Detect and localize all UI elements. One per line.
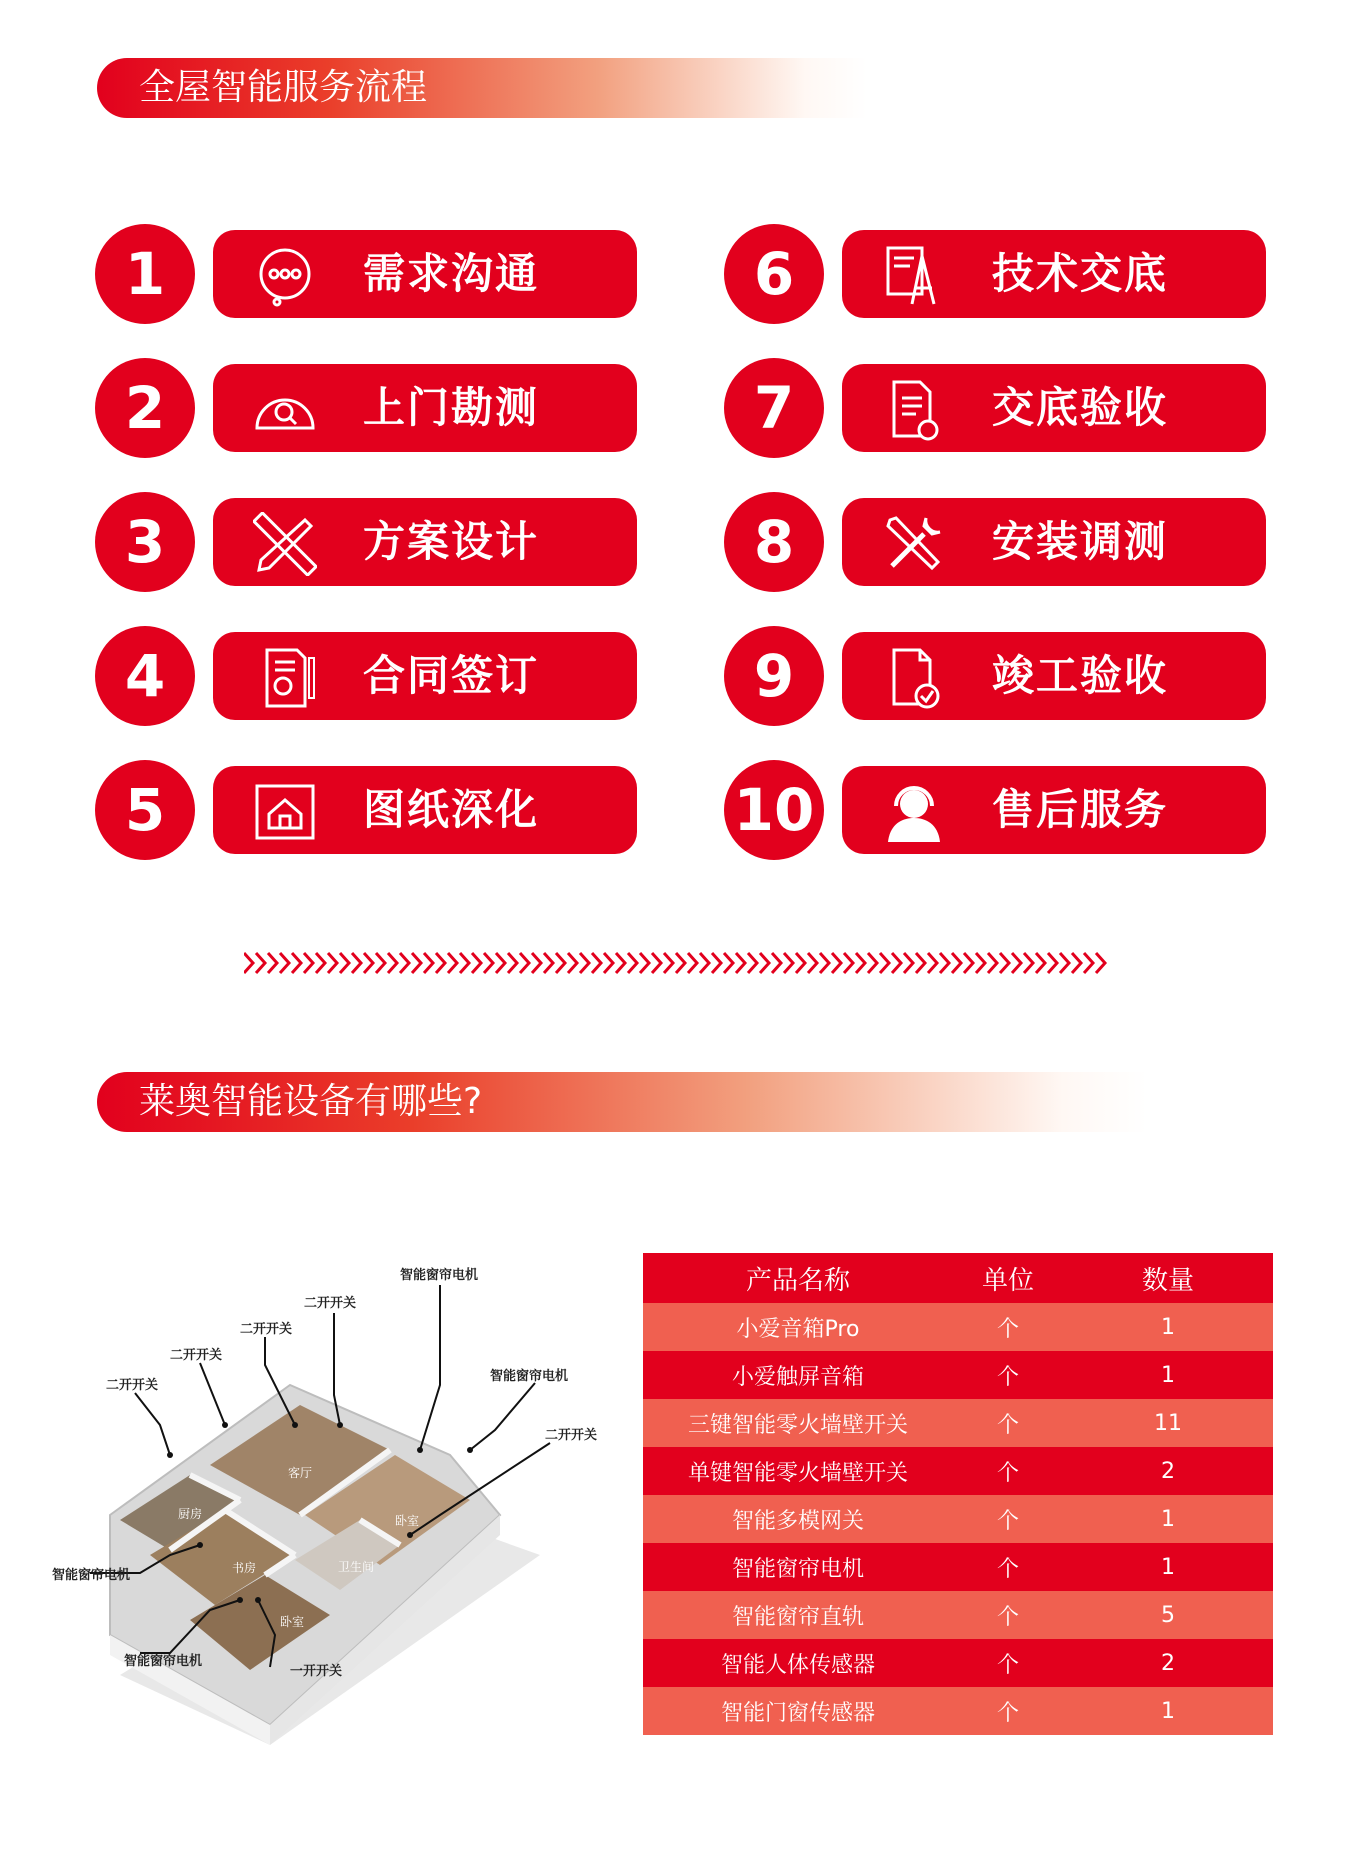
chevron-mark xyxy=(340,953,349,973)
chevron-mark xyxy=(352,953,361,973)
chevron-mark xyxy=(1036,953,1045,973)
chevron-mark xyxy=(520,953,529,973)
chevron-mark xyxy=(424,953,433,973)
step-number: 3 xyxy=(95,492,195,592)
step-pill xyxy=(213,766,637,854)
chevron-mark xyxy=(928,953,937,973)
chevron-mark xyxy=(640,953,649,973)
step-number: 5 xyxy=(95,760,195,860)
product-table xyxy=(643,1253,1273,1735)
step-10 xyxy=(724,760,1364,860)
cell-unit: 个 xyxy=(953,1399,1063,1447)
step-number: 2 xyxy=(95,358,195,458)
cell-product: 智能多模网关 xyxy=(643,1495,953,1543)
step-number: 4 xyxy=(95,626,195,726)
step-number: 7 xyxy=(724,358,824,458)
cell-qty: 1 xyxy=(1063,1687,1273,1735)
table-row xyxy=(643,1687,1273,1735)
chevron-mark xyxy=(820,953,829,973)
step-pill xyxy=(213,364,637,452)
step-pill xyxy=(213,230,637,318)
chevron-mark xyxy=(784,953,793,973)
chevron-mark xyxy=(676,953,685,973)
step-number: 8 xyxy=(724,492,824,592)
chevron-mark xyxy=(736,953,745,973)
step-pill xyxy=(842,632,1266,720)
chevron-mark xyxy=(988,953,997,973)
cell-product: 单键智能零火墙壁开关 xyxy=(643,1447,953,1495)
pencil-ruler-icon xyxy=(253,512,317,576)
step-label: 需求沟通 xyxy=(363,249,540,298)
step-label: 竣工验收 xyxy=(992,651,1169,700)
chevron-mark xyxy=(328,953,337,973)
chevron-mark xyxy=(532,953,541,973)
house-floorplan-illustration xyxy=(40,1255,640,1755)
callout-label: 二开开关 xyxy=(304,1296,357,1311)
step-pill xyxy=(842,498,1266,586)
chevron-mark xyxy=(700,953,709,973)
chevron-mark xyxy=(748,953,757,973)
step-3 xyxy=(95,492,735,592)
header-product-name: 产品名称 xyxy=(643,1253,953,1303)
cell-unit: 个 xyxy=(953,1591,1063,1639)
callout-label: 一开开关 xyxy=(290,1664,343,1679)
chevron-mark xyxy=(688,953,697,973)
chevron-mark xyxy=(760,953,769,973)
chevron-mark xyxy=(1012,953,1021,973)
step-number: 10 xyxy=(724,760,824,860)
chevron-mark xyxy=(1048,953,1057,973)
chevron-mark xyxy=(304,953,313,973)
callout-label: 智能窗帘电机 xyxy=(400,1268,479,1283)
step-pill xyxy=(842,766,1266,854)
house-blueprint-icon xyxy=(253,780,317,844)
table-row xyxy=(643,1639,1273,1687)
chevron-mark xyxy=(604,953,613,973)
room-label: 卫生间 xyxy=(338,1560,375,1574)
callout-label: 二开开关 xyxy=(545,1428,598,1443)
table-row xyxy=(643,1591,1273,1639)
step-pill xyxy=(842,364,1266,452)
chat-bubble-icon xyxy=(253,244,317,308)
cell-unit: 个 xyxy=(953,1639,1063,1687)
cell-product: 智能窗帘直轨 xyxy=(643,1591,953,1639)
step-number: 1 xyxy=(95,224,195,324)
step-2 xyxy=(95,358,735,458)
document-compass-icon xyxy=(882,244,946,308)
cell-unit: 个 xyxy=(953,1303,1063,1351)
section-title-devices: 莱奥智能设备有哪些? xyxy=(97,1072,1147,1132)
chevron-mark xyxy=(724,953,733,973)
chevron-mark xyxy=(796,953,805,973)
chevron-mark xyxy=(1024,953,1033,973)
chevron-mark xyxy=(976,953,985,973)
step-7 xyxy=(724,358,1364,458)
step-label: 图纸深化 xyxy=(363,785,540,834)
chevron-mark xyxy=(484,953,493,973)
room-label: 卧室 xyxy=(280,1615,305,1629)
room-label: 卧室 xyxy=(395,1514,420,1528)
step-4 xyxy=(95,626,735,726)
cell-qty: 2 xyxy=(1063,1447,1273,1495)
step-pill xyxy=(213,498,637,586)
cell-qty: 5 xyxy=(1063,1591,1273,1639)
chevron-mark xyxy=(400,953,409,973)
step-9 xyxy=(724,626,1364,726)
chevron-mark xyxy=(436,953,445,973)
callout-label: 智能窗帘电机 xyxy=(490,1369,569,1384)
callout-label: 智能窗帘电机 xyxy=(124,1654,203,1669)
chevron-mark xyxy=(412,953,421,973)
table-row xyxy=(643,1447,1273,1495)
chevron-mark xyxy=(280,953,289,973)
chevron-mark xyxy=(448,953,457,973)
table-row xyxy=(643,1543,1273,1591)
chevron-mark xyxy=(628,953,637,973)
chevron-mark xyxy=(1072,953,1081,973)
chevron-mark xyxy=(244,953,253,973)
header-unit: 单位 xyxy=(953,1253,1063,1303)
chevron-mark xyxy=(544,953,553,973)
table-row xyxy=(643,1495,1273,1543)
chevron-mark xyxy=(832,953,841,973)
chevron-mark xyxy=(388,953,397,973)
document-check-icon xyxy=(882,646,946,710)
cell-qty: 2 xyxy=(1063,1639,1273,1687)
chevron-mark xyxy=(376,953,385,973)
chevron-mark xyxy=(964,953,973,973)
cell-qty: 1 xyxy=(1063,1543,1273,1591)
cell-product: 智能门窗传感器 xyxy=(643,1687,953,1735)
chevron-mark xyxy=(880,953,889,973)
table-row xyxy=(643,1351,1273,1399)
survey-search-icon xyxy=(253,378,317,442)
chevron-mark xyxy=(664,953,673,973)
chevron-mark xyxy=(856,953,865,973)
cell-product: 小爱音箱Pro xyxy=(643,1303,953,1351)
chevron-mark xyxy=(472,953,481,973)
chevron-mark xyxy=(952,953,961,973)
chevron-mark xyxy=(364,953,373,973)
chevron-mark xyxy=(844,953,853,973)
step-pill xyxy=(213,632,637,720)
chevron-mark xyxy=(1060,953,1069,973)
cell-unit: 个 xyxy=(953,1351,1063,1399)
room-label: 厨房 xyxy=(178,1507,203,1521)
chevron-mark xyxy=(868,953,877,973)
chevron-mark xyxy=(940,953,949,973)
document-badge-icon xyxy=(882,378,946,442)
chevron-mark xyxy=(460,953,469,973)
tools-icon xyxy=(882,512,946,576)
headset-person-icon xyxy=(882,780,946,844)
chevron-mark xyxy=(892,953,901,973)
step-label: 合同签订 xyxy=(363,651,540,700)
step-6 xyxy=(724,224,1364,324)
chevron-mark xyxy=(496,953,505,973)
chevron-mark xyxy=(652,953,661,973)
chevron-mark xyxy=(916,953,925,973)
step-label: 交底验收 xyxy=(992,383,1169,432)
chevron-mark xyxy=(1000,953,1009,973)
contract-seal-icon xyxy=(253,646,317,710)
chevron-divider xyxy=(244,951,1108,975)
chevron-mark xyxy=(1084,953,1093,973)
cell-product: 智能窗帘电机 xyxy=(643,1543,953,1591)
section-title-service-flow: 全屋智能服务流程 xyxy=(97,58,867,118)
step-1 xyxy=(95,224,735,324)
cell-qty: 1 xyxy=(1063,1351,1273,1399)
table-row xyxy=(643,1303,1273,1351)
room-label: 客厅 xyxy=(288,1466,313,1480)
step-label: 安装调测 xyxy=(992,517,1169,566)
callout-label: 智能窗帘电机 xyxy=(52,1568,131,1583)
step-label: 方案设计 xyxy=(363,517,540,566)
cell-unit: 个 xyxy=(953,1687,1063,1735)
cell-qty: 1 xyxy=(1063,1303,1273,1351)
cell-product: 小爱触屏音箱 xyxy=(643,1351,953,1399)
chevron-mark xyxy=(592,953,601,973)
header-quantity: 数量 xyxy=(1063,1253,1273,1303)
cell-unit: 个 xyxy=(953,1543,1063,1591)
callout-label: 二开开关 xyxy=(170,1348,223,1363)
cell-unit: 个 xyxy=(953,1447,1063,1495)
cell-qty: 11 xyxy=(1063,1399,1273,1447)
chevron-mark xyxy=(904,953,913,973)
cell-product: 三键智能零火墙壁开关 xyxy=(643,1399,953,1447)
step-number: 9 xyxy=(724,626,824,726)
cell-unit: 个 xyxy=(953,1495,1063,1543)
step-pill xyxy=(842,230,1266,318)
room-label: 书房 xyxy=(232,1561,257,1575)
chevron-mark xyxy=(316,953,325,973)
step-5 xyxy=(95,760,735,860)
table-row xyxy=(643,1399,1273,1447)
step-number: 6 xyxy=(724,224,824,324)
cell-product: 智能人体传感器 xyxy=(643,1639,953,1687)
chevron-mark xyxy=(256,953,265,973)
step-label: 技术交底 xyxy=(992,249,1169,298)
chevron-mark xyxy=(508,953,517,973)
chevron-mark xyxy=(1096,953,1105,973)
step-label: 售后服务 xyxy=(992,785,1169,834)
chevron-mark xyxy=(268,953,277,973)
chevron-mark xyxy=(568,953,577,973)
step-8 xyxy=(724,492,1364,592)
chevron-mark xyxy=(292,953,301,973)
cell-qty: 1 xyxy=(1063,1495,1273,1543)
chevron-mark xyxy=(712,953,721,973)
callout-label: 二开开关 xyxy=(240,1322,293,1337)
step-label: 上门勘测 xyxy=(363,383,540,432)
chevron-mark xyxy=(772,953,781,973)
table-header-row xyxy=(643,1253,1273,1303)
chevron-mark xyxy=(556,953,565,973)
callout-label: 二开开关 xyxy=(106,1378,159,1393)
chevron-mark xyxy=(580,953,589,973)
chevron-mark xyxy=(808,953,817,973)
chevron-mark xyxy=(616,953,625,973)
